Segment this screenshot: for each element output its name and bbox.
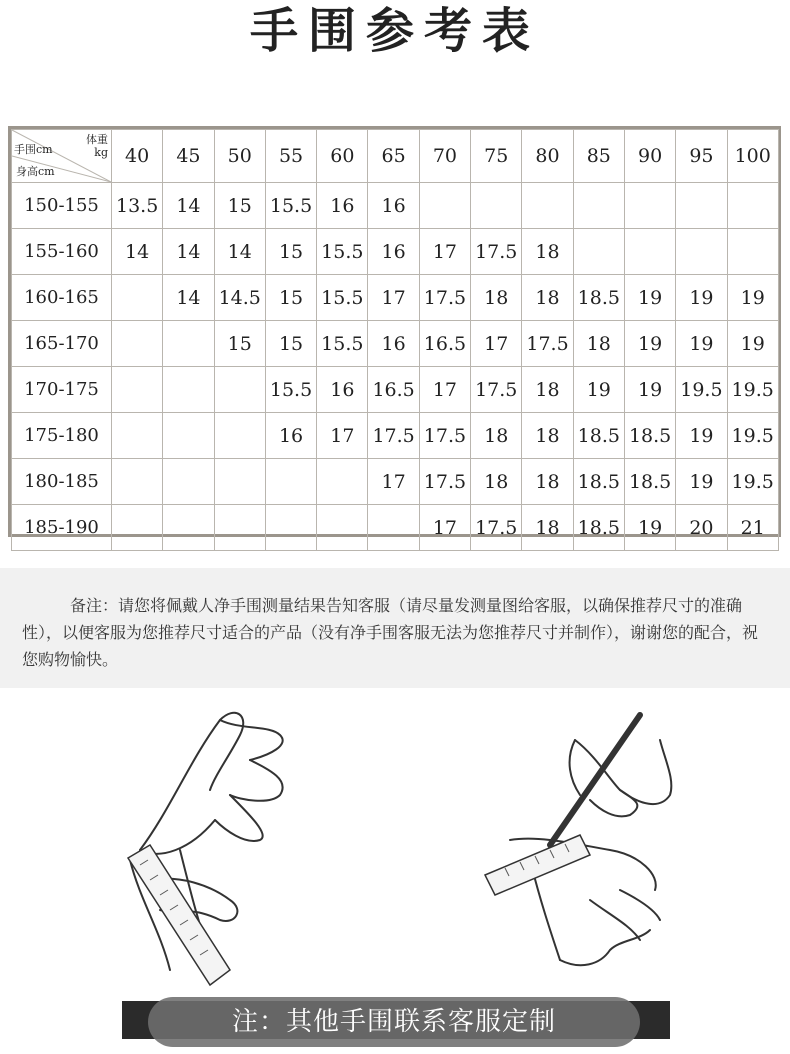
size-cell: 19 [624,367,675,413]
height-range-cell: 155-160 [12,229,112,275]
weight-header-cell: 55 [265,130,316,183]
size-cell: 17.5 [471,367,522,413]
size-cell: 18.5 [573,275,624,321]
size-cell: 15.5 [317,321,368,367]
height-range-cell: 185-190 [12,505,112,551]
size-cell: 15 [214,321,265,367]
weight-header-cell: 50 [214,130,265,183]
size-cell [368,505,419,551]
table-row [12,321,779,367]
size-cell [624,229,675,275]
table-row [12,229,779,275]
size-cell: 19.5 [676,367,727,413]
header-row [12,130,779,183]
height-range-cell: 180-185 [12,459,112,505]
weight-header-cell: 95 [676,130,727,183]
size-cell: 16 [368,321,419,367]
size-cell [163,321,214,367]
size-cell [419,183,470,229]
size-cell [163,413,214,459]
size-cell [624,183,675,229]
weight-unit: kg [94,146,108,159]
size-cell [163,459,214,505]
size-cell: 15.5 [317,229,368,275]
size-cell: 19.5 [727,459,778,505]
size-cell [214,367,265,413]
size-cell: 15.5 [317,275,368,321]
height-range-cell: 175-180 [12,413,112,459]
table-row [12,275,779,321]
size-cell [522,183,573,229]
size-chart-table [11,129,779,551]
size-cell: 17 [419,367,470,413]
size-cell: 15 [265,229,316,275]
size-cell: 18.5 [573,413,624,459]
size-cell: 19 [727,321,778,367]
size-cell: 18.5 [573,505,624,551]
note-section [0,568,790,688]
page-title: 手围参考表 [249,3,540,59]
size-cell: 19 [676,459,727,505]
corner-cell [12,130,112,183]
mark-tape-illustration [470,700,700,990]
size-cell: 17 [419,505,470,551]
size-cell [214,459,265,505]
size-cell: 19 [624,321,675,367]
size-cell: 19 [676,275,727,321]
size-cell: 18 [522,367,573,413]
size-cell [214,413,265,459]
size-cell [471,183,522,229]
table-row [12,505,779,551]
size-cell [112,275,163,321]
size-cell: 19.5 [727,413,778,459]
size-cell: 18 [522,229,573,275]
weight-header-cell: 70 [419,130,470,183]
size-cell: 19 [624,505,675,551]
weight-header-cell: 65 [368,130,419,183]
size-cell [265,505,316,551]
size-cell: 21 [727,505,778,551]
size-cell: 18 [522,413,573,459]
size-cell: 14 [163,229,214,275]
size-cell: 17 [317,413,368,459]
weight-header-cell: 45 [163,130,214,183]
size-cell: 18 [471,413,522,459]
size-cell: 17.5 [419,275,470,321]
size-cell: 18 [522,275,573,321]
weight-header-cell: 100 [727,130,778,183]
measure-wrist-illustration [120,700,310,990]
table-row [12,459,779,505]
size-cell: 18 [471,275,522,321]
size-cell: 17 [368,459,419,505]
height-range-cell: 165-170 [12,321,112,367]
weight-header-cell: 85 [573,130,624,183]
size-cell [163,367,214,413]
corner-height-label: 身高cm [16,165,55,178]
size-cell [573,183,624,229]
size-cell: 20 [676,505,727,551]
size-cell: 17.5 [419,413,470,459]
size-cell: 17.5 [471,229,522,275]
size-cell [112,321,163,367]
table-row [12,183,779,229]
size-cell: 17 [471,321,522,367]
size-cell [317,459,368,505]
size-cell: 16 [368,183,419,229]
weight-header-cell: 60 [317,130,368,183]
size-cell: 15 [265,321,316,367]
size-cell: 18.5 [624,459,675,505]
size-cell [112,413,163,459]
size-cell [727,183,778,229]
size-cell: 19 [727,275,778,321]
size-cell: 15.5 [265,183,316,229]
corner-weight-label [86,133,108,159]
size-cell [676,183,727,229]
size-cell [163,505,214,551]
size-cell: 17.5 [419,459,470,505]
size-cell: 19 [573,367,624,413]
size-cell [727,229,778,275]
size-cell: 15.5 [265,367,316,413]
size-cell [214,505,265,551]
size-cell: 14 [163,183,214,229]
size-cell: 17.5 [368,413,419,459]
size-cell: 19 [676,413,727,459]
size-cell: 19 [624,275,675,321]
table-row [12,367,779,413]
weight-header-cell: 75 [471,130,522,183]
size-cell [676,229,727,275]
size-cell: 14 [112,229,163,275]
size-cell: 19.5 [727,367,778,413]
size-cell [112,459,163,505]
size-cell [317,505,368,551]
size-chart-frame [8,126,781,537]
size-cell: 16 [317,367,368,413]
size-cell: 14.5 [214,275,265,321]
weight-text: 体重 [86,133,108,146]
size-cell: 16 [368,229,419,275]
size-cell: 16 [265,413,316,459]
footer-note: 注：其他手围联系客服定制 [148,997,640,1047]
size-cell: 17.5 [522,321,573,367]
size-cell: 18.5 [624,413,675,459]
size-cell: 16.5 [419,321,470,367]
table-row [12,413,779,459]
size-cell: 14 [163,275,214,321]
size-cell: 18.5 [573,459,624,505]
weight-header-cell: 40 [112,130,163,183]
size-cell [112,505,163,551]
size-cell: 17 [419,229,470,275]
size-cell: 13.5 [112,183,163,229]
size-cell: 14 [214,229,265,275]
size-cell: 15 [214,183,265,229]
size-cell: 16.5 [368,367,419,413]
size-cell [112,367,163,413]
size-cell: 17 [368,275,419,321]
size-cell [265,459,316,505]
note-text: 备注：请您将佩戴人净手围测量结果告知客服（请尽量发测量图给客服，以确保推荐尺寸的准确性），以便客服为您推荐尺寸适合的产品（没有净手围客服无法为您推荐尺寸并制作），谢谢您的配合，祝您购物愉快。 [22,596,759,669]
size-cell [573,229,624,275]
height-range-cell: 160-165 [12,275,112,321]
height-range-cell: 150-155 [12,183,112,229]
size-cell: 19 [676,321,727,367]
size-cell: 17.5 [471,505,522,551]
height-range-cell: 170-175 [12,367,112,413]
size-cell: 18 [471,459,522,505]
weight-header-cell: 90 [624,130,675,183]
size-cell: 18 [522,459,573,505]
size-cell: 18 [573,321,624,367]
size-cell: 18 [522,505,573,551]
size-cell: 16 [317,183,368,229]
size-cell: 15 [265,275,316,321]
corner-wrist-label: 手围cm [14,143,53,156]
weight-header-cell: 80 [522,130,573,183]
